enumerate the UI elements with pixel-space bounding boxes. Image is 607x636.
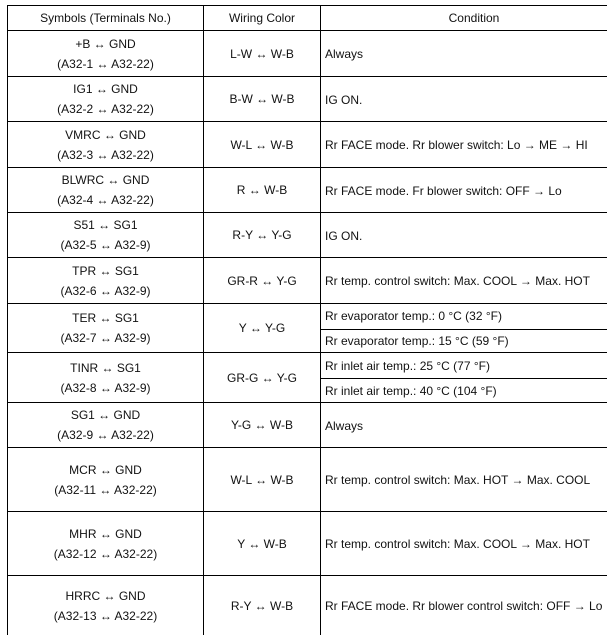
terminal-numbers: (A32-9 ↔ A32-22) [57,428,154,442]
symbol-name: BLWRC ↔ GND [61,173,150,187]
table-row [7,167,607,212]
symbol-cell [7,447,203,511]
wiring-color-cell: GR-R ↔ Y-G [203,257,320,303]
terminal-numbers: (A32-7 ↔ A32-9) [60,331,151,345]
symbol-name: MCR ↔ GND [69,462,142,477]
symbol-cell [7,303,203,352]
wiring-color-cell: W-L ↔ W-B [203,447,320,511]
condition-text: IG ON. [325,92,363,107]
condition-cell [320,575,607,635]
table-row [7,575,607,635]
terminal-numbers: (A32-6 ↔ A32-9) [60,283,151,298]
condition-cell [320,447,607,511]
symbol-cell [7,402,203,447]
symbol-name: S51 ↔ SG1 [73,218,138,232]
condition-cell [320,402,607,447]
terminal-numbers: (A32-12 ↔ A32-22) [53,546,158,561]
condition-cell [320,212,607,257]
terminal-numbers: (A32-4 ↔ A32-22) [57,193,154,207]
table-row [7,121,607,167]
terminal-numbers: (A32-2 ↔ A32-22) [57,102,154,116]
table-row [7,511,607,575]
condition-text: IG ON. [325,228,363,243]
table-row [7,352,607,402]
symbol-cell [7,76,203,121]
header-symbols: Symbols (Terminals No.) [7,5,203,30]
condition-cell [320,121,607,167]
symbol-name: TINR ↔ SG1 [70,360,141,375]
condition-cell [320,511,607,575]
wiring-color-cell: B-W ↔ W-B [203,76,320,121]
condition-text: Rr temp. control switch: Max. HOT → Max. COOL [325,473,591,487]
table-row [7,30,607,76]
wiring-color-cell: GR-G ↔ Y-G [203,352,320,402]
wiring-color-cell: W-L ↔ W-B [203,121,320,167]
symbol-name: MHR ↔ GND [69,526,142,541]
wiring-color-cell: Y ↔ W-B [203,511,320,575]
symbol-cell [7,257,203,303]
table-row [7,402,607,447]
condition-text: Rr FACE mode. Rr blower switch: Lo → ME → HI [325,138,588,152]
wiring-color-cell: Y-G ↔ W-B [203,402,320,447]
symbol-cell [7,212,203,257]
condition-text: Rr temp. control switch: Max. COOL → Max. HOT [325,274,590,288]
terminal-numbers: (A32-3 ↔ A32-22) [57,147,154,162]
condition-text: Always [325,47,364,61]
condition-cell [320,76,607,121]
symbol-cell [7,352,203,402]
condition-text: Rr inlet air temp.: 25 °C (77 °F) [325,358,490,373]
header-condition: Condition [320,5,607,30]
table-header-row [7,5,607,30]
symbol-name: IG1 ↔ GND [73,82,138,96]
symbol-name: SG1 ↔ GND [70,408,141,422]
symbol-name: +B ↔ GND [75,36,136,51]
wiring-color-cell: R-Y ↔ W-B [203,575,320,635]
symbol-name: TPR ↔ SG1 [72,263,139,278]
condition-text: Rr inlet air temp.: 40 °C (104 °F) [321,378,607,403]
terminal-numbers: (A32-1 ↔ A32-22) [57,56,154,71]
symbol-name: TER ↔ SG1 [72,311,139,325]
condition-text: Rr evaporator temp.: 0 °C (32 °F) [325,309,502,324]
condition-text: Rr temp. control switch: Max. COOL → Max. HOT [325,537,590,551]
condition-cell [320,303,607,352]
table-row [7,447,607,511]
condition-cell [320,257,607,303]
condition-text: Rr evaporator temp.: 15 °C (59 °F) [321,329,607,354]
wiring-color-cell: R-Y ↔ Y-G [203,212,320,257]
condition-text: Rr FACE mode. Fr blower switch: OFF → Lo [325,183,562,198]
symbol-cell [7,121,203,167]
condition-cell [320,30,607,76]
terminal-numbers: (A32-8 ↔ A32-9) [60,380,151,395]
symbol-cell [7,30,203,76]
table-row [7,212,607,257]
symbol-name: HRRC ↔ GND [65,588,146,603]
symbol-name: VMRC ↔ GND [65,127,146,142]
condition-cell [320,352,607,402]
symbol-cell [7,511,203,575]
table-row [7,76,607,121]
terminal-numbers: (A32-5 ↔ A32-9) [60,238,151,252]
symbol-cell [7,575,203,635]
table-row [7,303,607,352]
wiring-color-cell: R ↔ W-B [203,167,320,212]
terminal-numbers: (A32-11 ↔ A32-22) [54,482,157,497]
condition-text: Rr FACE mode. Rr blower control switch: OFF → Lo [325,599,603,613]
header-wiring-color: Wiring Color [203,5,320,30]
terminal-numbers: (A32-13 ↔ A32-22) [53,608,158,623]
wiring-color-cell: L-W ↔ W-B [203,30,320,76]
condition-text: Always [325,418,364,433]
symbol-cell [7,167,203,212]
wiring-color-cell: Y ↔ Y-G [203,303,320,352]
table-row [7,257,607,303]
condition-cell [320,167,607,212]
